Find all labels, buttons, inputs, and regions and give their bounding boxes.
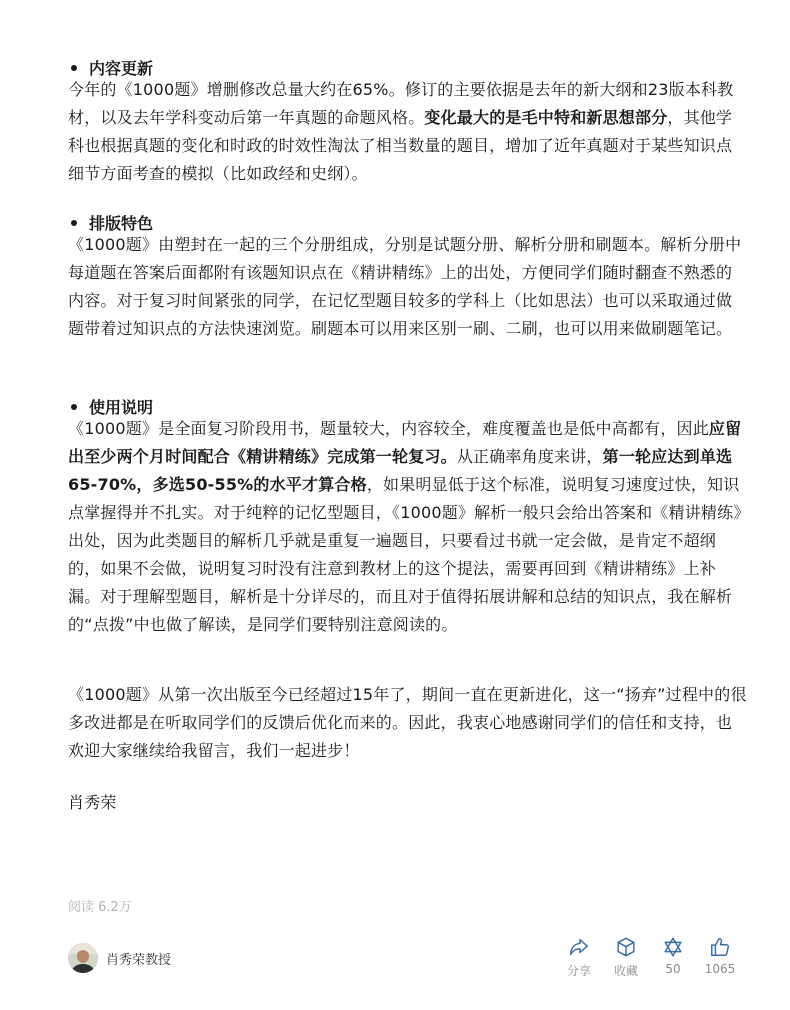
like-count: 1065 xyxy=(704,962,736,976)
section-heading-text: 排版特色 xyxy=(89,214,154,233)
like-button[interactable] xyxy=(697,936,743,976)
section-heading-text: 内容更新 xyxy=(89,59,154,78)
share-label: 分享 xyxy=(566,964,591,978)
cube-icon xyxy=(615,936,637,958)
signature: 肖秀荣 xyxy=(68,793,117,812)
thumb-up-icon xyxy=(709,936,731,958)
star-of-david-icon xyxy=(662,936,684,958)
emphasis-text: 第一轮应达到单选65-70%，多选50-55%的水平才算合格 xyxy=(68,447,733,494)
closing-paragraph: 《1000题》从第一次出版至今已经超过15年了，期间一直在更新进化，这一“扬弃”过程中的很多改进都是在听取同学们的反馈后优化而来的。因此，我衷心地感谢同学们的信任和支持，也欢迎大家继续给我留言，我们一起进步！ xyxy=(68,685,747,760)
section-paragraph-usage xyxy=(68,415,748,639)
section-paragraph-layout xyxy=(68,231,748,343)
read-count: 阅读 6.2万 xyxy=(68,900,132,915)
share-icon xyxy=(568,936,590,958)
bullet-icon xyxy=(71,404,77,410)
recommend-button[interactable] xyxy=(650,936,696,976)
emphasis-text: 变化最大的是毛中特和新思想部分 xyxy=(424,108,668,127)
share-button[interactable] xyxy=(556,936,602,979)
recommend-count: 50 xyxy=(665,962,681,976)
section-paragraph-content-update xyxy=(68,76,748,188)
favorite-button[interactable] xyxy=(603,936,649,979)
bullet-icon xyxy=(71,65,77,71)
emphasis-text: 应留出至少两个月时间配合《精讲精练》完成第一轮复习。 xyxy=(68,419,742,466)
avatar[interactable] xyxy=(68,943,98,973)
paragraph-text: 今年的《1000题》增删修改总量大约在65%。修订的主要依据是去年的新大纲和23版本科教材，以及去年学科变动后第一年真题的命题风格。 xyxy=(68,80,734,127)
favorite-label: 收藏 xyxy=(613,964,638,978)
author-name[interactable]: 肖秀荣教授 xyxy=(106,952,172,968)
paragraph-text: 《1000题》由塑封在一起的三个分册组成，分别是试题分册、解析分册和刷题本。解析分册中每道题在答案后面都附有该题知识点在《精讲精练》上的出处，方便同学们随时翻查不熟悉的内容。对于复习时间紧张的同学，在记忆型题目较多的学科上（比如思法）也可以采取通过做题带着过知识点的方法快速浏览。刷题本可以用来区别一刷、二刷，也可以用来做刷题笔记。 xyxy=(68,235,742,338)
paragraph-text: 从正确率角度来讲， xyxy=(456,447,603,466)
paragraph-text: ，如果明显低于这个标准，说明复习速度过快，知识点掌握得并不扎实。对于纯粹的记忆型题目，《1000题》解析一般只会给出答案和《精讲精练》出处，因为此类题目的解析几乎就是重复一遍题目，只要看过书就一定会做，是肯定不超纲的，如果不会做，说明复习时没有注意到教材上的这个提法，需要再回到《精讲精练》上补漏。对于理解型题目，解析是十分详尽的，而且对于值得拓展讲解和总结的知识点，我在解析的“点拨”中也做了解读，是同学们要特别注意阅读的。 xyxy=(68,475,742,634)
bullet-icon xyxy=(71,220,77,226)
paragraph-text: 《1000题》是全面复习阶段用书，题量较大，内容较全，难度覆盖也是低中高都有，因此 xyxy=(68,419,709,438)
section-heading-text: 使用说明 xyxy=(89,398,154,417)
paragraph-text: ，其他学科也根据真题的变化和时政的时效性淘汰了相当数量的题目，增加了近年真题对于某些知识点细节方面考查的模拟（比如政经和史纲）。 xyxy=(68,108,733,183)
author-bar[interactable] xyxy=(68,942,171,974)
